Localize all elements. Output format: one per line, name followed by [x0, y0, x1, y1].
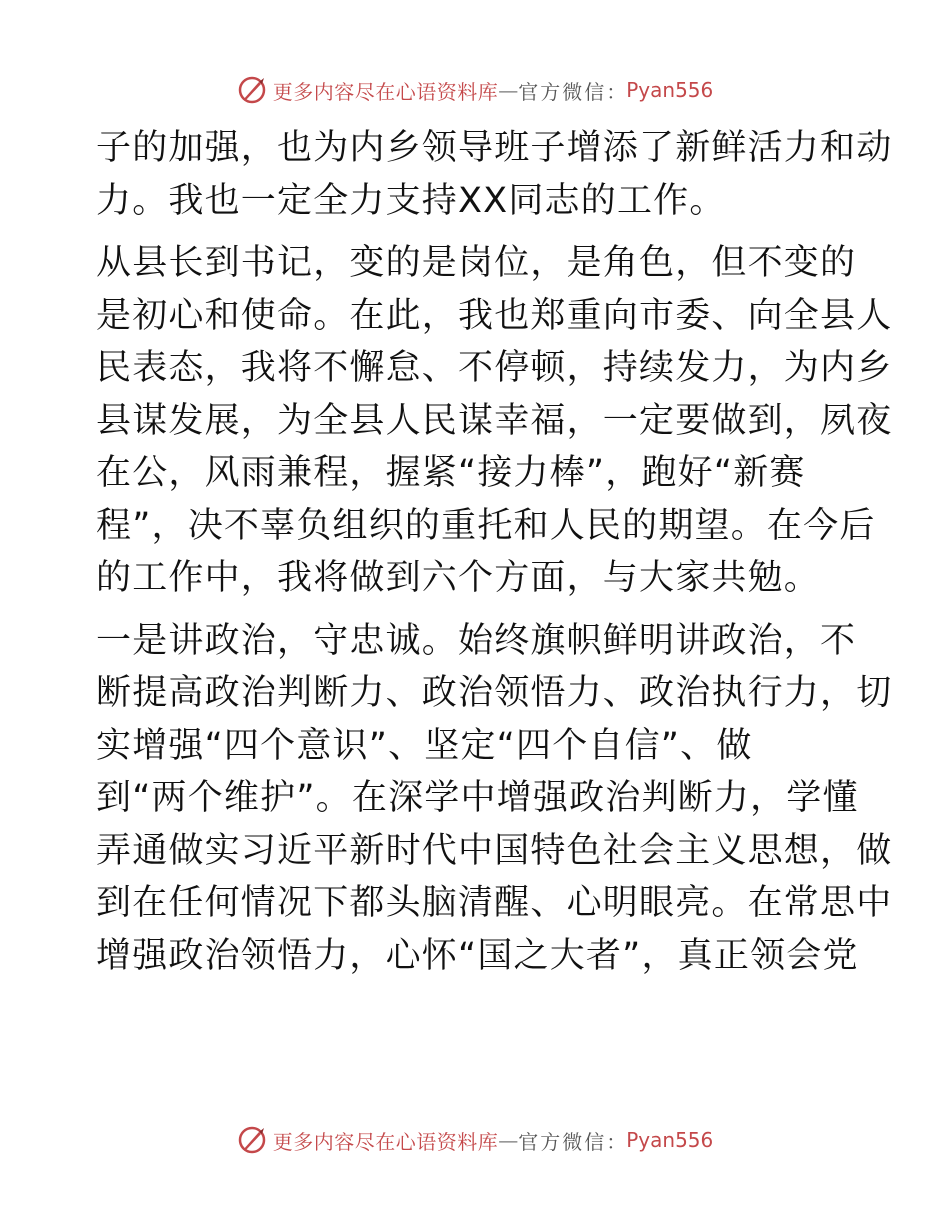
text-line: 弄通做实习近平新时代中国特色社会主义思想，做	[96, 830, 893, 871]
header-watermark-banner	[0, 70, 950, 110]
document-body	[96, 122, 893, 982]
text-line: 到在任何情况下都头脑清醒、心明眼亮。在常思中	[96, 883, 893, 923]
banner-text: 更多内容尽在心语资料库	[272, 1129, 499, 1154]
text-line: 一是讲政治，守忠诚。始终旗帜鲜明讲政治，不	[96, 620, 857, 661]
paragraph-2	[96, 237, 893, 605]
text-line: 在公，风雨兼程，握紧“接力棒”，跑好“新赛	[96, 453, 806, 493]
paragraph-1	[96, 122, 893, 227]
paragraph-3	[96, 615, 893, 983]
banner-colon: ：	[606, 1129, 627, 1154]
banner-separator: —	[498, 1128, 519, 1152]
banner-separator: —	[498, 78, 519, 102]
text-line: 实增强“四个意识”、坚定“四个自信”、做	[96, 725, 753, 766]
text-line: 程”，决不辜负组织的重托和人民的期望。在今后	[96, 505, 876, 546]
text-line: 的工作中，我将做到六个方面，与大家共勉。	[96, 558, 821, 598]
text-line: 从县长到书记，变的是岗位，是角色，但不变的	[96, 243, 857, 283]
banner-official-label: 官方微信	[518, 79, 607, 104]
quill-logo-icon	[237, 75, 267, 105]
banner-account-id: Pyan556	[626, 78, 714, 102]
banner-official-label: 官方微信	[518, 1129, 607, 1154]
text-line: 增强政治领悟力，心怀“国之大者”，真正领会党	[96, 935, 859, 976]
banner-text: 更多内容尽在心语资料库	[272, 79, 499, 104]
text-line: 县谋发展，为全县人民谋幸福，一定要做到，夙夜	[96, 400, 893, 441]
text-line: 力。我也一定全力支持XX同志的工作。	[96, 180, 726, 221]
banner-account-id: Pyan556	[626, 1128, 714, 1152]
banner-colon: ：	[606, 79, 627, 104]
quill-logo-icon	[237, 1125, 267, 1155]
text-line: 到“两个维护”。在深学中增强政治判断力，学懂	[96, 778, 859, 818]
text-line: 断提高政治判断力、政治领悟力、政治执行力，切	[96, 673, 893, 713]
text-line: 子的加强，也为内乡领导班子增添了新鲜活力和动	[96, 128, 893, 168]
text-line: 是初心和使命。在此，我也郑重向市委、向全县人	[96, 295, 893, 336]
text-line: 民表态，我将不懈怠、不停顿，持续发力，为内乡	[96, 348, 893, 388]
footer-watermark-banner	[0, 1120, 950, 1160]
